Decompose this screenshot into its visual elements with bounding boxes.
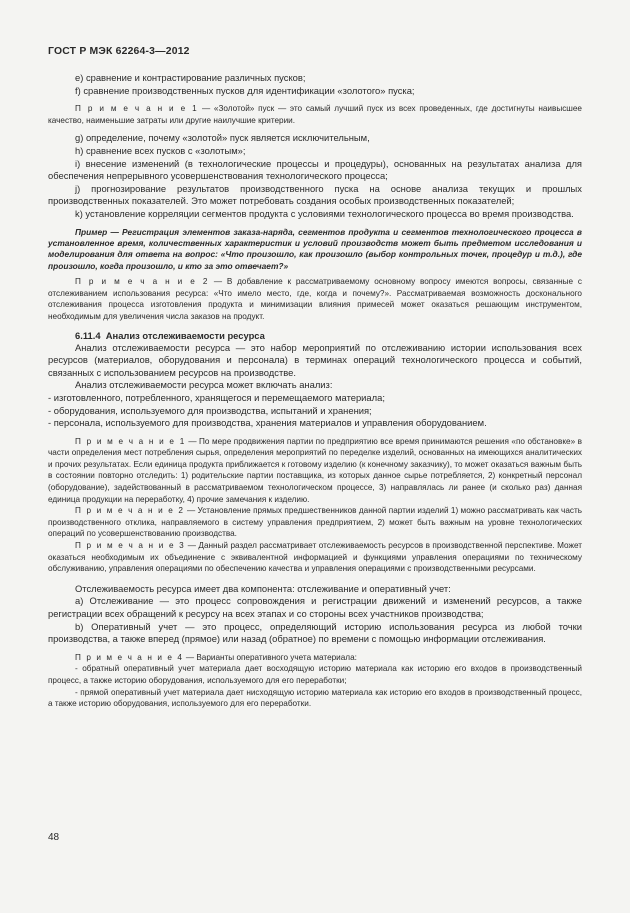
analysis-item-equipment: - оборудования, используемого для производства, испытаний и хранения; <box>48 404 372 416</box>
list-item-k: k) установление корреляции сегментов продукта с условиями технологического процесса во время производства. <box>75 207 574 219</box>
note-text: — По мере продвижения партии по предприятию все время принимаются решения «по обстановке» в части определения мест потребления сырья, определения мероприятий по переделке изделий, основанных на имеющихся аналитических и прочих результатах. Если единица продукта приближается к готовому изделию (к конечному заказчику), то может оказаться важным быть в состоянии повторно отследить: 1) родительские партии поставщика, из которых данное сырье потребляется, 2) конкретный персонал (оборудование), задействованный в рассматриваемом технологическом процессе, 3) направлялась ли ранее (и сколько раз) данная единица продукции на переработку, 4) прочие замечания к изделию. <box>48 436 582 504</box>
note-s1 <box>48 436 582 506</box>
example-paragraph: Пример — Регистрация элементов заказа-наряда, сегментов продукта и сегментов технологического процесса в установленное время, количественных характеристик и условий производств может быть предметом исследования и моделирования для ответа на вопрос: «Что произошло, как произошло (выбор контрольных точек, процедур и т.д.), где произошло, когда произошло, и кто за это отвечает?» <box>48 226 582 271</box>
note-s2 <box>48 505 582 540</box>
note-text: — «Золотой» пуск — это самый лучший пуск из всех проведенных, где достигнуты наивысшее качество, наименьшие затраты или другие наилучшие критерии. <box>48 104 582 125</box>
list-item-j: j) прогнозирование результатов производственного пуска на основе анализа текущих и прошлых производственных показателей. Это может потребовать создания особых производственных показателей; <box>48 182 582 207</box>
note-s3 <box>48 540 582 575</box>
list-item-g: g) определение, почему «золотой» пуск является исключительным, <box>75 132 370 144</box>
list-item-h: h) сравнение всех пусков с «золотым»; <box>75 144 246 156</box>
note-1 <box>48 103 582 126</box>
list-item-i: i) внесение изменений (в технологические процессы и процедуры), основанных на результатах анализа для обеспечения непрерывного усовершенствования технологического процесса; <box>48 157 582 182</box>
note-text: — В добавление к рассматриваемому основному вопросу имеются вопросы, связанные с отслеживанием использования ресурса: «Что имело место, где, когда и почему?». Рассматриваемая возможность досконального отслеживания процесса изготовления продукта и минимизации влияния примесей может оказаться решающим инструментом, необходимым для увеличения числа заказов на продукт. <box>48 277 582 321</box>
note-text: — Установление прямых предшественников данной партии изделий 1) можно рассматривать как часть производственного отклика, направляемого в систему управления предприятием, 2) может быть важным на уровне технологических операций по усовершенствованию производства. <box>48 506 582 539</box>
note-s4 <box>48 652 582 664</box>
analysis-item-personnel: - персонала, используемого для производства, хранения материалов и управления оборудованием. <box>48 417 487 429</box>
components-lead: Отслеживаемость ресурса имеет два компонента: отслеживание и оперативный учет: <box>75 582 451 594</box>
section-heading <box>48 329 582 342</box>
note-s4-item-backward: - обратный оперативный учет материала дает восходящую историю материала как историю его входов в производственный процесс, а также историю оборудования, используемого для его переработки; <box>48 664 582 685</box>
note-label: П р и м е ч а н и е 2 <box>75 506 185 516</box>
analysis-item-material: - изготовленного, потребленного, хранящегося и перемещаемого материала; <box>48 391 385 403</box>
list-item-e: е) сравнение и контрастирование различных пусков; <box>75 72 306 83</box>
document-header: ГОСТ Р МЭК 62264-3—2012 <box>48 46 190 57</box>
page-number: 48 <box>48 832 60 843</box>
analysis-lead: Анализ отслеживаемости ресурса может включать анализ: <box>75 379 333 391</box>
section-title: Анализ отслеживаемости ресурса <box>105 329 265 341</box>
list-item-f: f) сравнение производственных пусков для идентификации «золотого» пуска; <box>75 84 415 96</box>
section-number: 6.11.4 <box>75 329 101 341</box>
note-label: П р и м е ч а н и е 3 <box>75 541 186 551</box>
note-2 <box>48 276 582 322</box>
page-content <box>48 72 582 710</box>
note-label: П р и м е ч а н и е 1 <box>75 436 186 446</box>
section-intro: Анализ отслеживаемости ресурса — это набор мероприятий по отслеживанию истории использования всех ресурсов (материалов, оборудования и персонала) в терминах операций технологического процесса и событий, связанных с использованием ресурсов на производстве. <box>48 341 582 378</box>
component-tracking: а) Отслеживание — это процесс сопровождения и регистрации движений и изменений ресурсов, а также регистрации всех обращений к ресурсу на всех этапах и со стороны всех участников производства; <box>48 595 582 619</box>
note-text: — Данный раздел рассматривает отслеживаемость ресурсов в производственной перспективе. Может оказаться необходимым их объединение с эквивалентной информацией и функциями управления операциями по техническому обслуживанию, управления операциями по обеспечению качества и управления операциями с производственными ресурсами. <box>48 541 582 574</box>
note-label: П р и м е ч а н и е 2 <box>75 277 210 287</box>
component-tracing: b) Оперативный учет — это процесс, определяющий историю использования ресурса из любой точки производства, а также вперед (прямое) или назад (обратное) по времени с помощью информации отслеживания. <box>48 620 582 645</box>
note-text: — Варианты оперативного учета материала: <box>183 652 357 662</box>
note-label: П р и м е ч а н и е 4 <box>75 652 184 662</box>
note-s4-item-forward: - прямой оперативный учет материала дает нисходящую историю материала как историю его входов в производственный процесс, а также историю оборудования, используемого для его переработки. <box>48 687 582 709</box>
note-label: П р и м е ч а н и е 1 <box>75 104 199 114</box>
